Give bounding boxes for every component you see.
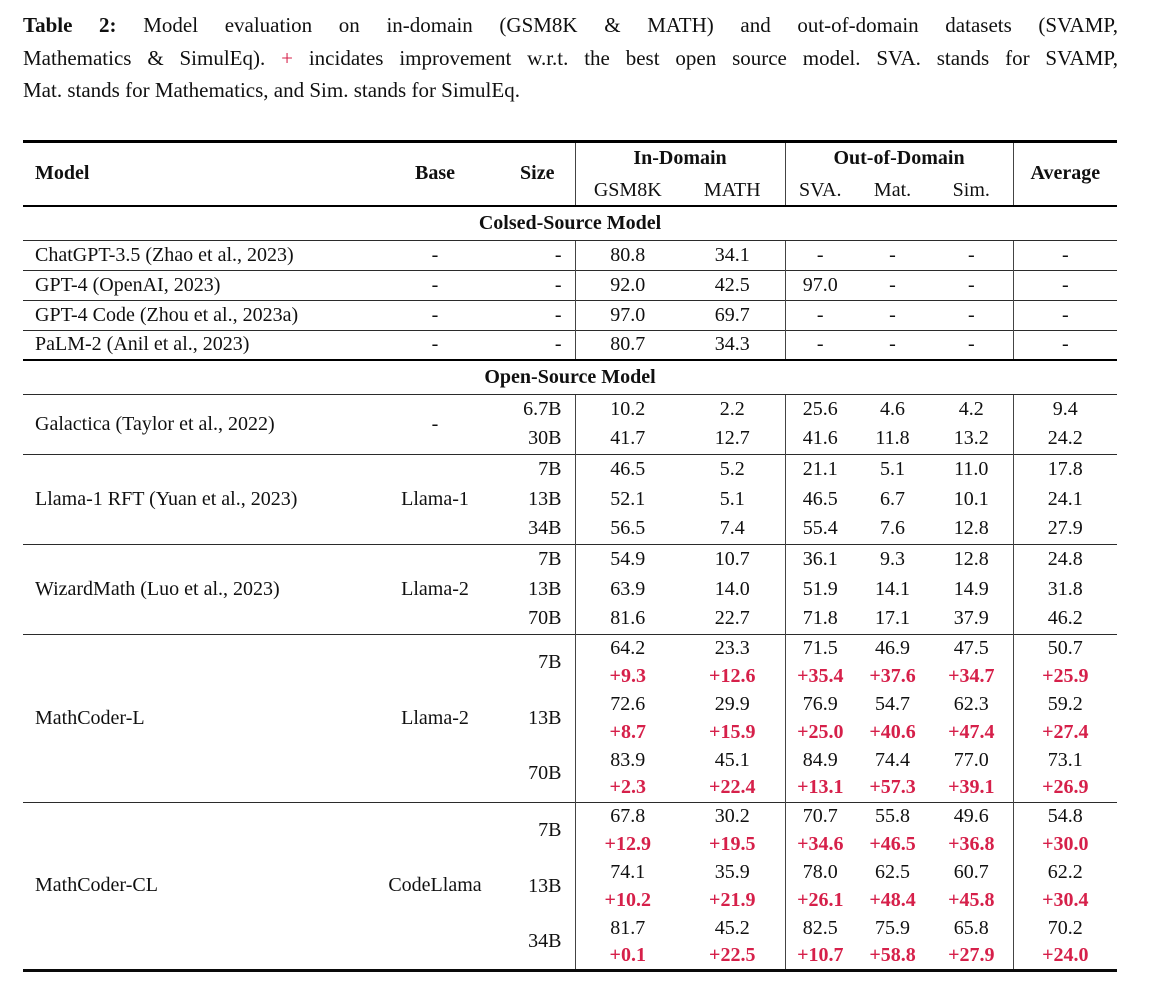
delta-cell: +26.9: [1042, 776, 1089, 799]
caption-line-2-pre: Mathematics & SimulEq).: [23, 45, 266, 70]
value-cell: -: [785, 330, 855, 360]
value-cell: 12.7: [680, 424, 785, 454]
size-cell: 13B: [500, 858, 575, 914]
value-cell: 62.3: [930, 690, 1013, 718]
value-cell: 5.1: [855, 454, 930, 484]
value-cell: -: [785, 240, 855, 270]
value-cell: 11.0: [930, 454, 1013, 484]
value-cell: 42.5: [680, 270, 785, 300]
table-row: [23, 330, 1117, 360]
value-cell: 80.8: [575, 240, 680, 270]
delta-cell: +45.8: [930, 886, 1013, 914]
value-cell: 51.9: [802, 577, 838, 600]
base-cell: Llama-2: [370, 634, 500, 802]
value-cell: 83.9: [610, 748, 646, 771]
value-cell: 77.0: [930, 746, 1013, 774]
col-header-gsm8k: GSM8K: [593, 178, 662, 201]
value-cell: -: [930, 270, 1013, 300]
value-cell: 34.1: [680, 240, 785, 270]
value-cell: 47.5: [930, 634, 1013, 662]
value-cell: 62.5: [875, 860, 911, 883]
value-cell: 67.8: [575, 802, 680, 830]
value-cell: 76.9: [802, 692, 838, 715]
value-cell: 71.5: [785, 634, 855, 662]
value-cell: 46.9: [855, 634, 930, 662]
value-cell: 82.5: [802, 916, 838, 939]
delta-cell: +34.7: [930, 662, 1013, 690]
value-cell: 35.9: [680, 858, 785, 886]
size-cell: 7B: [500, 454, 575, 484]
value-cell: 80.7: [575, 330, 680, 360]
delta-cell: +40.6: [869, 720, 916, 743]
delta-cell: +37.6: [869, 664, 916, 687]
delta-cell: +9.3: [609, 664, 646, 687]
value-cell: 45.2: [680, 914, 785, 942]
table-row: [23, 634, 1117, 662]
value-cell: 46.5: [802, 487, 838, 510]
delta-cell: +21.9: [680, 886, 785, 914]
delta-cell: +2.3: [609, 776, 646, 799]
col-header-model: Model: [35, 162, 90, 185]
value-cell: -: [930, 330, 1013, 360]
table-row: [23, 394, 1117, 424]
value-cell: -: [855, 330, 930, 360]
model-name-cell: ChatGPT-3.5 (Zhao et al., 2023): [23, 240, 370, 270]
col-header-out-of-domain: Out-of-Domain: [785, 141, 1013, 175]
delta-cell: +8.7: [609, 720, 646, 743]
value-cell: 73.1: [1047, 748, 1083, 771]
col-header-average: Average: [1030, 162, 1101, 185]
delta-cell: +15.9: [680, 718, 785, 746]
value-cell: 50.7: [1013, 634, 1117, 662]
value-cell: 54.8: [1013, 802, 1117, 830]
value-cell: 14.1: [875, 577, 911, 600]
value-cell: 17.8: [1013, 454, 1117, 484]
value-cell: -: [855, 270, 930, 300]
base-cell: CodeLlama: [370, 802, 500, 970]
size-cell: 34B: [500, 914, 575, 970]
value-cell: 10.7: [680, 544, 785, 574]
value-cell: 46.5: [575, 454, 680, 484]
table-row: [23, 300, 1117, 330]
value-cell: 9.4: [1013, 394, 1117, 424]
value-cell: 97.0: [575, 300, 680, 330]
value-cell: 63.9: [610, 577, 646, 600]
base-cell: Llama-1: [370, 454, 500, 544]
delta-cell: +22.5: [680, 942, 785, 970]
caption-line-1: [23, 9, 1118, 42]
value-cell: 70.2: [1047, 916, 1083, 939]
value-cell: 13.2: [930, 424, 1013, 454]
model-name-cell: GPT-4 (OpenAI, 2023): [23, 270, 370, 300]
table-row: [23, 270, 1117, 300]
base-cell: -: [370, 240, 500, 270]
value-cell: 41.6: [802, 427, 838, 450]
size-cell: 70B: [500, 746, 575, 802]
delta-cell: +47.4: [930, 718, 1013, 746]
value-cell: 7.6: [880, 517, 906, 540]
value-cell: 11.8: [875, 427, 910, 450]
value-cell: 2.2: [680, 394, 785, 424]
value-cell: 10.2: [575, 394, 680, 424]
table-caption: [23, 9, 1118, 107]
value-cell: 59.2: [1047, 692, 1083, 715]
base-cell: Llama-2: [370, 544, 500, 634]
model-name-cell: MathCoder-CL: [23, 802, 370, 970]
value-cell: 21.1: [785, 454, 855, 484]
size-cell: 13B: [500, 690, 575, 746]
caption-line-1-text: Model evaluation on in-domain (GSM8K & MATH) and out-of-domain datasets (SVAMP,: [143, 13, 1118, 37]
value-cell: 14.0: [680, 574, 785, 604]
size-cell: 6.7B: [500, 394, 575, 424]
value-cell: 65.8: [930, 914, 1013, 942]
delta-cell: +27.4: [1042, 720, 1089, 743]
delta-cell: +57.3: [869, 776, 916, 799]
value-cell: 81.7: [610, 916, 646, 939]
value-cell: 24.8: [1013, 544, 1117, 574]
value-cell: 69.7: [680, 300, 785, 330]
caption-line-2: [23, 42, 1118, 75]
delta-cell: +13.1: [797, 776, 844, 799]
section-title-row: [23, 206, 1117, 240]
value-cell: 27.9: [1047, 517, 1083, 540]
model-name-cell: MathCoder-L: [23, 634, 370, 802]
value-cell: 12.8: [930, 544, 1013, 574]
value-cell: 46.2: [1047, 607, 1083, 630]
value-cell: 52.1: [610, 487, 646, 510]
value-cell: 97.0: [785, 270, 855, 300]
value-cell: 72.6: [610, 692, 646, 715]
size-cell: -: [500, 240, 575, 270]
delta-cell: +34.6: [797, 832, 844, 855]
caption-line-3: Mat. stands for Mathematics, and Sim. stands for SimulEq.: [23, 78, 520, 102]
value-cell: 31.8: [1047, 577, 1083, 600]
value-cell: -: [855, 300, 930, 330]
value-cell: 29.9: [680, 690, 785, 718]
value-cell: 24.2: [1047, 427, 1083, 450]
value-cell: 9.3: [855, 544, 930, 574]
base-cell: -: [370, 270, 500, 300]
delta-cell: +0.1: [609, 943, 646, 966]
value-cell: 14.9: [930, 574, 1013, 604]
size-cell: 34B: [500, 514, 575, 544]
value-cell: 17.1: [875, 607, 911, 630]
delta-cell: +35.4: [797, 664, 844, 687]
value-cell: -: [930, 300, 1013, 330]
size-cell: 13B: [500, 574, 575, 604]
col-header-mat: Mat.: [873, 178, 912, 201]
size-cell: 7B: [500, 802, 575, 858]
col-header-in-domain: In-Domain: [575, 141, 785, 175]
value-cell: 54.7: [875, 692, 911, 715]
value-cell: 74.1: [610, 860, 646, 883]
delta-cell: +25.0: [797, 720, 844, 743]
value-cell: 81.6: [610, 607, 646, 630]
value-cell: 5.2: [680, 454, 785, 484]
size-cell: 70B: [500, 604, 575, 634]
delta-cell: +30.4: [1042, 888, 1089, 911]
value-cell: 60.7: [930, 858, 1013, 886]
model-name-cell: GPT-4 Code (Zhou et al., 2023a): [23, 300, 370, 330]
value-cell: -: [785, 300, 855, 330]
value-cell: -: [930, 240, 1013, 270]
delta-cell: +12.9: [604, 832, 651, 855]
model-name-cell: Galactica (Taylor et al., 2022): [23, 394, 370, 454]
value-cell: 36.1: [785, 544, 855, 574]
value-cell: 10.1: [930, 484, 1013, 514]
delta-cell: +46.5: [869, 832, 916, 855]
value-cell: 22.7: [680, 604, 785, 634]
value-cell: 34.3: [680, 330, 785, 360]
value-cell: 7.4: [680, 514, 785, 544]
col-header-sva: SVA.: [799, 178, 842, 201]
delta-cell: +12.6: [680, 662, 785, 690]
value-cell: 45.1: [680, 746, 785, 774]
value-cell: 37.9: [930, 604, 1013, 634]
value-cell: 70.7: [785, 802, 855, 830]
caption-line-2-post: incidates improvement w.r.t. the best open source model. SVA. stands for SVAMP,: [308, 45, 1118, 70]
value-cell: -: [855, 240, 930, 270]
delta-cell: +19.5: [680, 830, 785, 858]
size-cell: -: [500, 270, 575, 300]
delta-cell: +26.1: [797, 888, 844, 911]
value-cell: 62.2: [1047, 860, 1083, 883]
delta-cell: +25.9: [1042, 664, 1089, 687]
col-header-math: MATH: [680, 175, 785, 206]
value-cell: 78.0: [802, 860, 838, 883]
value-cell: 4.6: [855, 394, 930, 424]
base-cell: -: [370, 300, 500, 330]
value-cell: 54.9: [575, 544, 680, 574]
size-cell: 13B: [500, 484, 575, 514]
size-cell: 7B: [500, 634, 575, 690]
value-cell: 49.6: [930, 802, 1013, 830]
value-cell: 74.4: [875, 748, 911, 771]
value-cell: 71.8: [802, 607, 838, 630]
value-cell: -: [1013, 270, 1117, 300]
value-cell: 12.8: [930, 514, 1013, 544]
col-header-size: Size: [500, 141, 575, 206]
table-row: [23, 240, 1117, 270]
table-row: [23, 454, 1117, 484]
value-cell: -: [1013, 240, 1117, 270]
delta-cell: +10.7: [797, 943, 844, 966]
value-cell: 92.0: [575, 270, 680, 300]
value-cell: 41.7: [610, 427, 646, 450]
value-cell: 64.2: [575, 634, 680, 662]
delta-cell: +22.4: [680, 774, 785, 802]
delta-cell: +30.0: [1042, 832, 1089, 855]
value-cell: 23.3: [680, 634, 785, 662]
model-evaluation-table: [23, 140, 1117, 972]
delta-cell: +58.8: [869, 943, 916, 966]
delta-cell: +10.2: [604, 888, 651, 911]
base-cell: -: [370, 330, 500, 360]
model-name-cell: WizardMath (Luo et al., 2023): [23, 544, 370, 634]
section-title-row: [23, 360, 1117, 394]
value-cell: 5.1: [680, 484, 785, 514]
value-cell: 6.7: [880, 487, 906, 510]
caption-label: Table 2:: [23, 13, 117, 37]
value-cell: 24.1: [1047, 487, 1083, 510]
delta-cell: +36.8: [930, 830, 1013, 858]
value-cell: 55.4: [802, 517, 838, 540]
delta-cell: +24.0: [1042, 943, 1089, 966]
size-cell: 7B: [500, 544, 575, 574]
value-cell: 4.2: [930, 394, 1013, 424]
value-cell: 30.2: [680, 802, 785, 830]
model-name-cell: Llama-1 RFT (Yuan et al., 2023): [23, 454, 370, 544]
delta-cell: +27.9: [930, 942, 1013, 970]
size-cell: 30B: [500, 424, 575, 454]
size-cell: -: [500, 300, 575, 330]
value-cell: 75.9: [875, 916, 911, 939]
value-cell: 25.6: [785, 394, 855, 424]
delta-cell: +39.1: [930, 774, 1013, 802]
section-title: Open-Source Model: [23, 360, 1117, 394]
value-cell: -: [1013, 300, 1117, 330]
delta-cell: +48.4: [869, 888, 916, 911]
section-title: Colsed-Source Model: [23, 206, 1117, 240]
value-cell: -: [1013, 330, 1117, 360]
value-cell: 84.9: [802, 748, 838, 771]
value-cell: 55.8: [855, 802, 930, 830]
size-cell: -: [500, 330, 575, 360]
table-row: [23, 802, 1117, 830]
col-header-base: Base: [415, 162, 455, 185]
table-body: [23, 206, 1117, 970]
base-cell: -: [370, 394, 500, 454]
value-cell: 56.5: [610, 517, 646, 540]
model-name-cell: PaLM-2 (Anil et al., 2023): [23, 330, 370, 360]
col-header-sim: Sim.: [930, 175, 1013, 206]
table-row: [23, 544, 1117, 574]
table-header-row-1: [23, 141, 1117, 175]
caption-plus-mark: +: [281, 45, 293, 70]
